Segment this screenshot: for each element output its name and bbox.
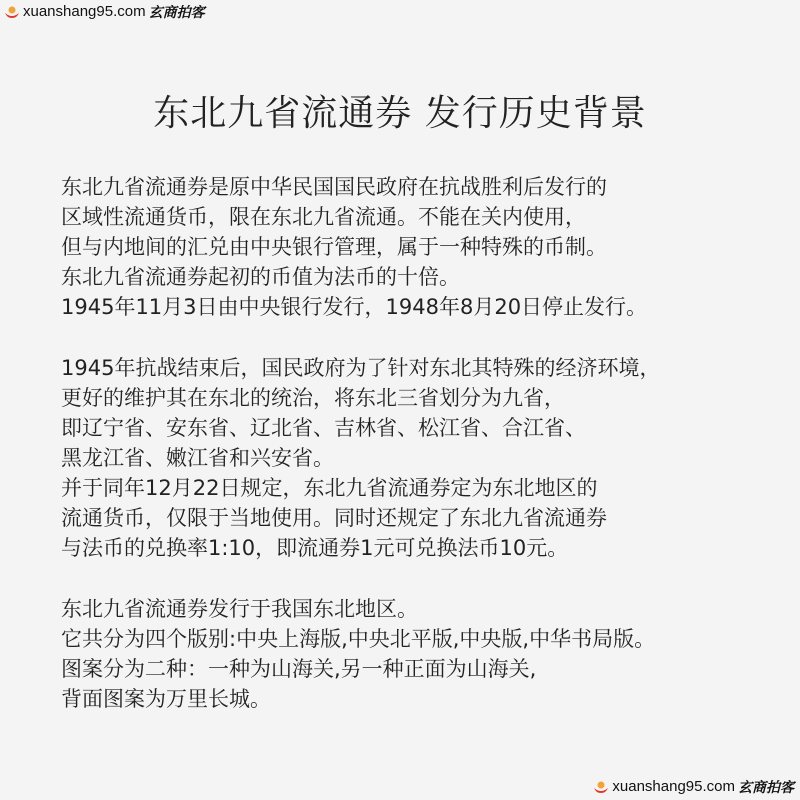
text-line: 1945年11月3日由中央银行发行，1948年8月20日停止发行。 xyxy=(61,295,648,319)
paragraph xyxy=(61,172,791,322)
text-line: 更好的维护其在东北的统治，将东北三省划分为九省， xyxy=(61,386,565,410)
watermark-bottom xyxy=(593,778,794,796)
text-line: 与法币的兑换率1:10，即流通券1元可兑换法币10元。 xyxy=(61,536,569,560)
text-line: 并于同年12月22日规定，东北九省流通券定为东北地区的 xyxy=(61,476,598,500)
text-line: 东北九省流通券发行于我国东北地区。 xyxy=(61,597,418,621)
logo-icon xyxy=(4,5,20,19)
text-line: 东北九省流通券是原中华民国国民政府在抗战胜利后发行的 xyxy=(61,175,607,199)
article-body xyxy=(61,172,791,745)
logo-icon xyxy=(593,780,609,794)
paragraph xyxy=(61,594,791,714)
text-line: 它共分为四个版别:中央上海版,中央北平版,中央版,中华书局版。 xyxy=(61,627,656,651)
text-line: 但与内地间的汇兑由中央银行管理，属于一种特殊的币制。 xyxy=(61,235,607,259)
text-line: 1945年抗战结束后，国民政府为了针对东北其特殊的经济环境， xyxy=(61,356,661,380)
text-line: 黑龙江省、嫩江省和兴安省。 xyxy=(61,446,334,470)
page-title: 东北九省流通券 发行历史背景 xyxy=(153,93,647,134)
text-line: 图案分为二种：一种为山海关,另一种正面为山海关, xyxy=(61,657,537,681)
watermark-brand: 玄商拍客 xyxy=(148,4,205,20)
text-line: 区域性流通货币，限在东北九省流通。不能在关内使用， xyxy=(61,205,586,229)
watermark-domain: xuanshang95.com xyxy=(612,778,735,795)
watermark-top xyxy=(4,3,205,21)
text-line: 东北九省流通券起初的币值为法币的十倍。 xyxy=(61,265,460,289)
text-line: 即辽宁省、安东省、辽北省、吉林省、松江省、合江省、 xyxy=(61,416,586,440)
watermark-brand: 玄商拍客 xyxy=(738,779,794,795)
paragraph xyxy=(61,353,791,563)
text-line: 背面图案为万里长城。 xyxy=(61,687,271,711)
watermark-domain: xuanshang95.com xyxy=(23,3,146,20)
text-line: 流通货币，仅限于当地使用。同时还规定了东北九省流通券 xyxy=(61,506,607,530)
